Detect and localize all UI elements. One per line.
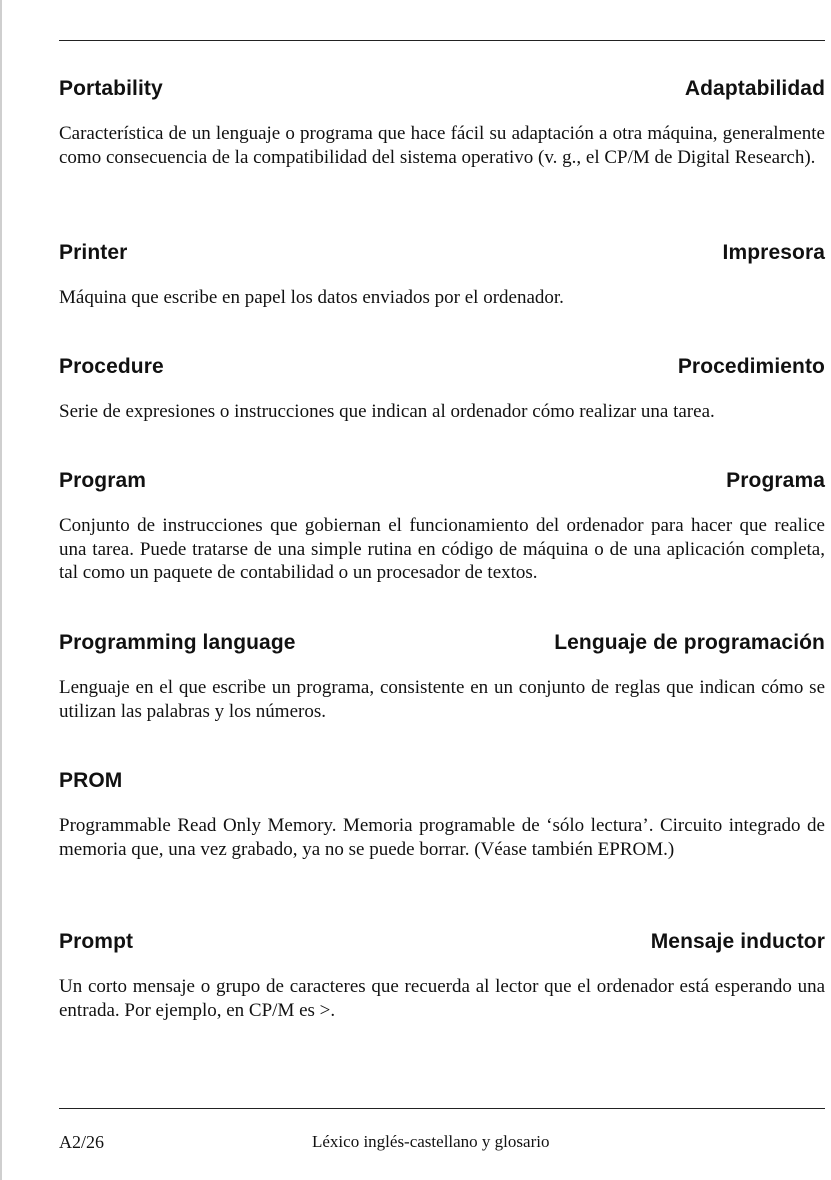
term: Portability [59,77,163,100]
entry-procedure [59,354,825,424]
term: Procedure [59,355,164,378]
term: Program [59,469,147,492]
entry-program [59,468,825,585]
footer-rule [59,1108,825,1109]
definition: Conjunto de instrucciones que gobiernan el funcionamiento del ordenador para hacer que realice una tarea. Puede tratarse de una simple rutina en código de máquina o de una aplicación completa, tal como un paquete de contabilidad o un procesador de textos. [59,515,825,583]
definition: Característica de un lenguaje o programa que hace fácil su adaptación a otra máquina, generalmente como consecuencia de la compatibilidad del sistema operativo (v. g., el CP/M de Digital Research). [59,123,825,168]
page-edge [0,0,2,1180]
entry-heading [59,630,825,656]
term: PROM [59,769,123,792]
entry-programming-language [59,630,825,723]
term: Programming language [59,631,296,654]
translation: Programa [726,469,825,492]
entry-printer [59,240,825,310]
translation: Procedimiento [677,355,825,378]
entry-heading [59,354,825,380]
translation: Adaptabilidad [684,77,825,100]
entry-heading [59,76,825,102]
entry-heading [59,240,825,266]
translation: Mensaje inductor [650,930,825,953]
term: Prompt [59,930,134,953]
page-number: A2/26 [59,1132,104,1152]
entry-prompt [59,929,825,1022]
entry-heading [59,929,825,955]
definition: Un corto mensaje o grupo de caracteres que recuerda al lector que el ordenador está esperando una entrada. Por ejemplo, en CP/M es >. [59,976,825,1021]
definition: Lenguaje en el que escribe un programa, consistente en un conjunto de reglas que indican cómo se utilizan las palabras y los números. [59,677,825,722]
definition: Máquina que escribe en papel los datos enviados por el ordenador. [59,287,564,308]
term: Printer [59,241,128,264]
entry-portability [59,76,825,169]
definition: Serie de expresiones o instrucciones que indican al ordenador cómo realizar una tarea. [59,401,715,422]
entry-heading [59,768,825,794]
definition: Programmable Read Only Memory. Memoria programable de ‘sólo lectura’. Circuito integrado de memoria que, una vez grabado, ya no se puede borrar. (Véase también EPROM.) [59,815,825,860]
book-title: Léxico inglés-castellano y glosario [312,1132,550,1151]
entry-heading [59,468,825,494]
translation: Impresora [722,241,825,264]
entry-prom [59,768,825,861]
header-rule [59,40,825,41]
translation: Lenguaje de programación [554,631,825,654]
